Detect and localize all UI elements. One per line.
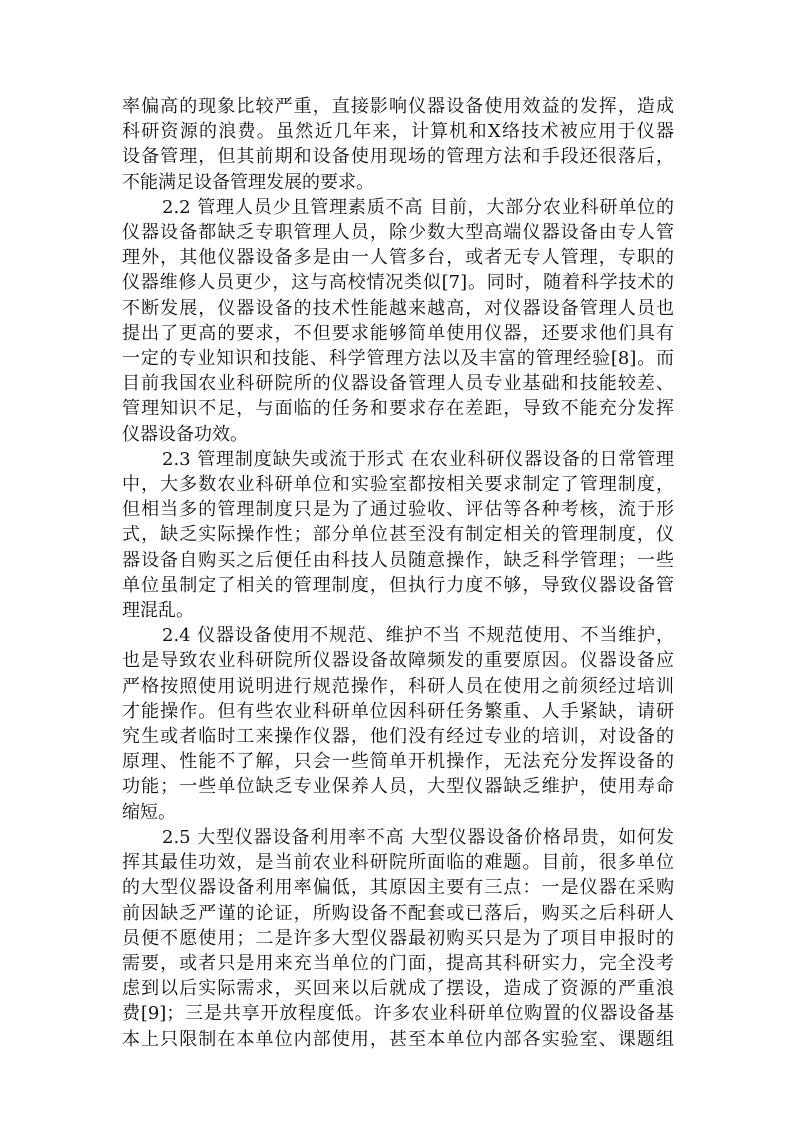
text-line: 也是导致农业科研院所仪器设备故障频发的重要原因。仪器设备应 (122, 650, 674, 672)
text-line: 仪器维修人员更少，这与高校情况类似[7]。同时，随着科学技术的 (122, 272, 674, 294)
paragraph-2-4 (122, 623, 674, 825)
text-line: 需要，或者只是用来充当单位的门面，提高其科研实力，完全没考 (122, 952, 674, 974)
paragraph-continuation (122, 94, 674, 195)
text-line: 率偏高的现象比较严重，直接影响仪器设备使用效益的发挥，造成 (122, 96, 674, 117)
text-line: 单位虽制定了相关的管理制度，但执行力度不够，导致仪器设备管 (122, 574, 674, 596)
text-line: 不能满足设备管理发展的要求。 (122, 171, 374, 193)
section-heading-line: 2.3 管理制度缺失或流于形式 在农业科研仪器设备的日常管理 (162, 448, 674, 470)
text-line: 提出了更高的要求，不但要求能够简单使用仪器，还要求他们具有 (122, 322, 674, 344)
text-line: 严格按照使用说明进行规范操作，科研人员在使用之前须经过培训 (122, 675, 674, 697)
text-line: 理混乱。 (122, 600, 194, 622)
text-line: 前因缺乏严谨的论证，所购设备不配套或已落后，购买之后科研人 (122, 902, 674, 924)
text-line: 才能操作。但有些农业科研单位因科研任务繁重、人手紧缺，请研 (122, 700, 674, 722)
text-line: 中，大多数农业科研单位和实验室都按相关要求制定了管理制度， (122, 474, 674, 496)
text-line: 设备管理，但其前期和设备使用现场的管理方法和手段还很落后， (122, 146, 674, 168)
text-line: 但相当多的管理制度只是为了通过验收、评估等各种考核，流于形 (122, 499, 674, 521)
text-line: 虑到以后实际需求，买回来以后就成了摆设，造成了资源的严重浪 (122, 978, 674, 1000)
paragraph-2-3 (122, 447, 674, 623)
text-line: 不断发展，仪器设备的技术性能越来越高，对仪器设备管理人员也 (122, 297, 674, 319)
section-heading-line: 2.2 管理人员少且管理素质不高 目前，大部分农业科研单位的 (162, 196, 674, 218)
text-line: 挥其最佳功效，是当前农业科研院所面临的难题。目前，很多单位 (122, 852, 674, 874)
text-line: 式，缺乏实际操作性；部分单位甚至没有制定相关的管理制度，仪 (122, 524, 674, 546)
text-line: 科研资源的浪费。虽然近几年来，计算机和X络技术被应用于仪器 (122, 121, 674, 143)
text-line: 一定的专业知识和技能、科学管理方法以及丰富的管理经验[8]。而 (122, 348, 674, 370)
paragraph-2-5 (122, 825, 674, 1052)
text-line: 本上只限制在本单位内部使用，甚至本单位内部各实验室、课题组 (122, 1028, 674, 1050)
paragraph-2-2 (122, 195, 674, 447)
text-line: 究生或者临时工来操作仪器，他们没有经过专业的培训，对设备的 (122, 726, 674, 748)
text-line: 仪器设备都缺乏专职管理人员，除少数大型高端仪器设备由专人管 (122, 222, 674, 244)
text-line: 原理、性能不了解，只会一些简单开机操作，无法充分发挥设备的 (122, 751, 674, 773)
section-heading-line: 2.5 大型仪器设备利用率不高 大型仪器设备价格昂贵，如何发 (162, 826, 674, 848)
text-line: 费[9]；三是共享开放程度低。许多农业科研单位购置的仪器设备基 (122, 1003, 674, 1025)
text-line: 仪器设备功效。 (122, 423, 248, 445)
text-line: 目前我国农业科研院所的仪器设备管理人员专业基础和技能较差、 (122, 373, 674, 395)
text-line: 理外，其他仪器设备多是由一人管多台，或者无专人管理，专职的 (122, 247, 674, 269)
text-line: 缩短。 (122, 801, 176, 823)
text-line: 管理知识不足，与面临的任务和要求存在差距，导致不能充分发挥 (122, 398, 674, 420)
text-line: 的大型仪器设备利用率偏低，其原因主要有三点：一是仪器在采购 (122, 877, 674, 899)
text-line: 器设备自购买之后便任由科技人员随意操作，缺乏科学管理；一些 (122, 549, 674, 571)
document-page (122, 94, 674, 1052)
section-heading-line: 2.4 仪器设备使用不规范、维护不当 不规范使用、不当维护， (162, 625, 674, 647)
text-line: 员便不愿使用；二是许多大型仪器最初购买只是为了项目申报时的 (122, 927, 674, 949)
text-line: 功能；一些单位缺乏专业保养人员，大型仪器缺乏维护，使用寿命 (122, 776, 674, 798)
